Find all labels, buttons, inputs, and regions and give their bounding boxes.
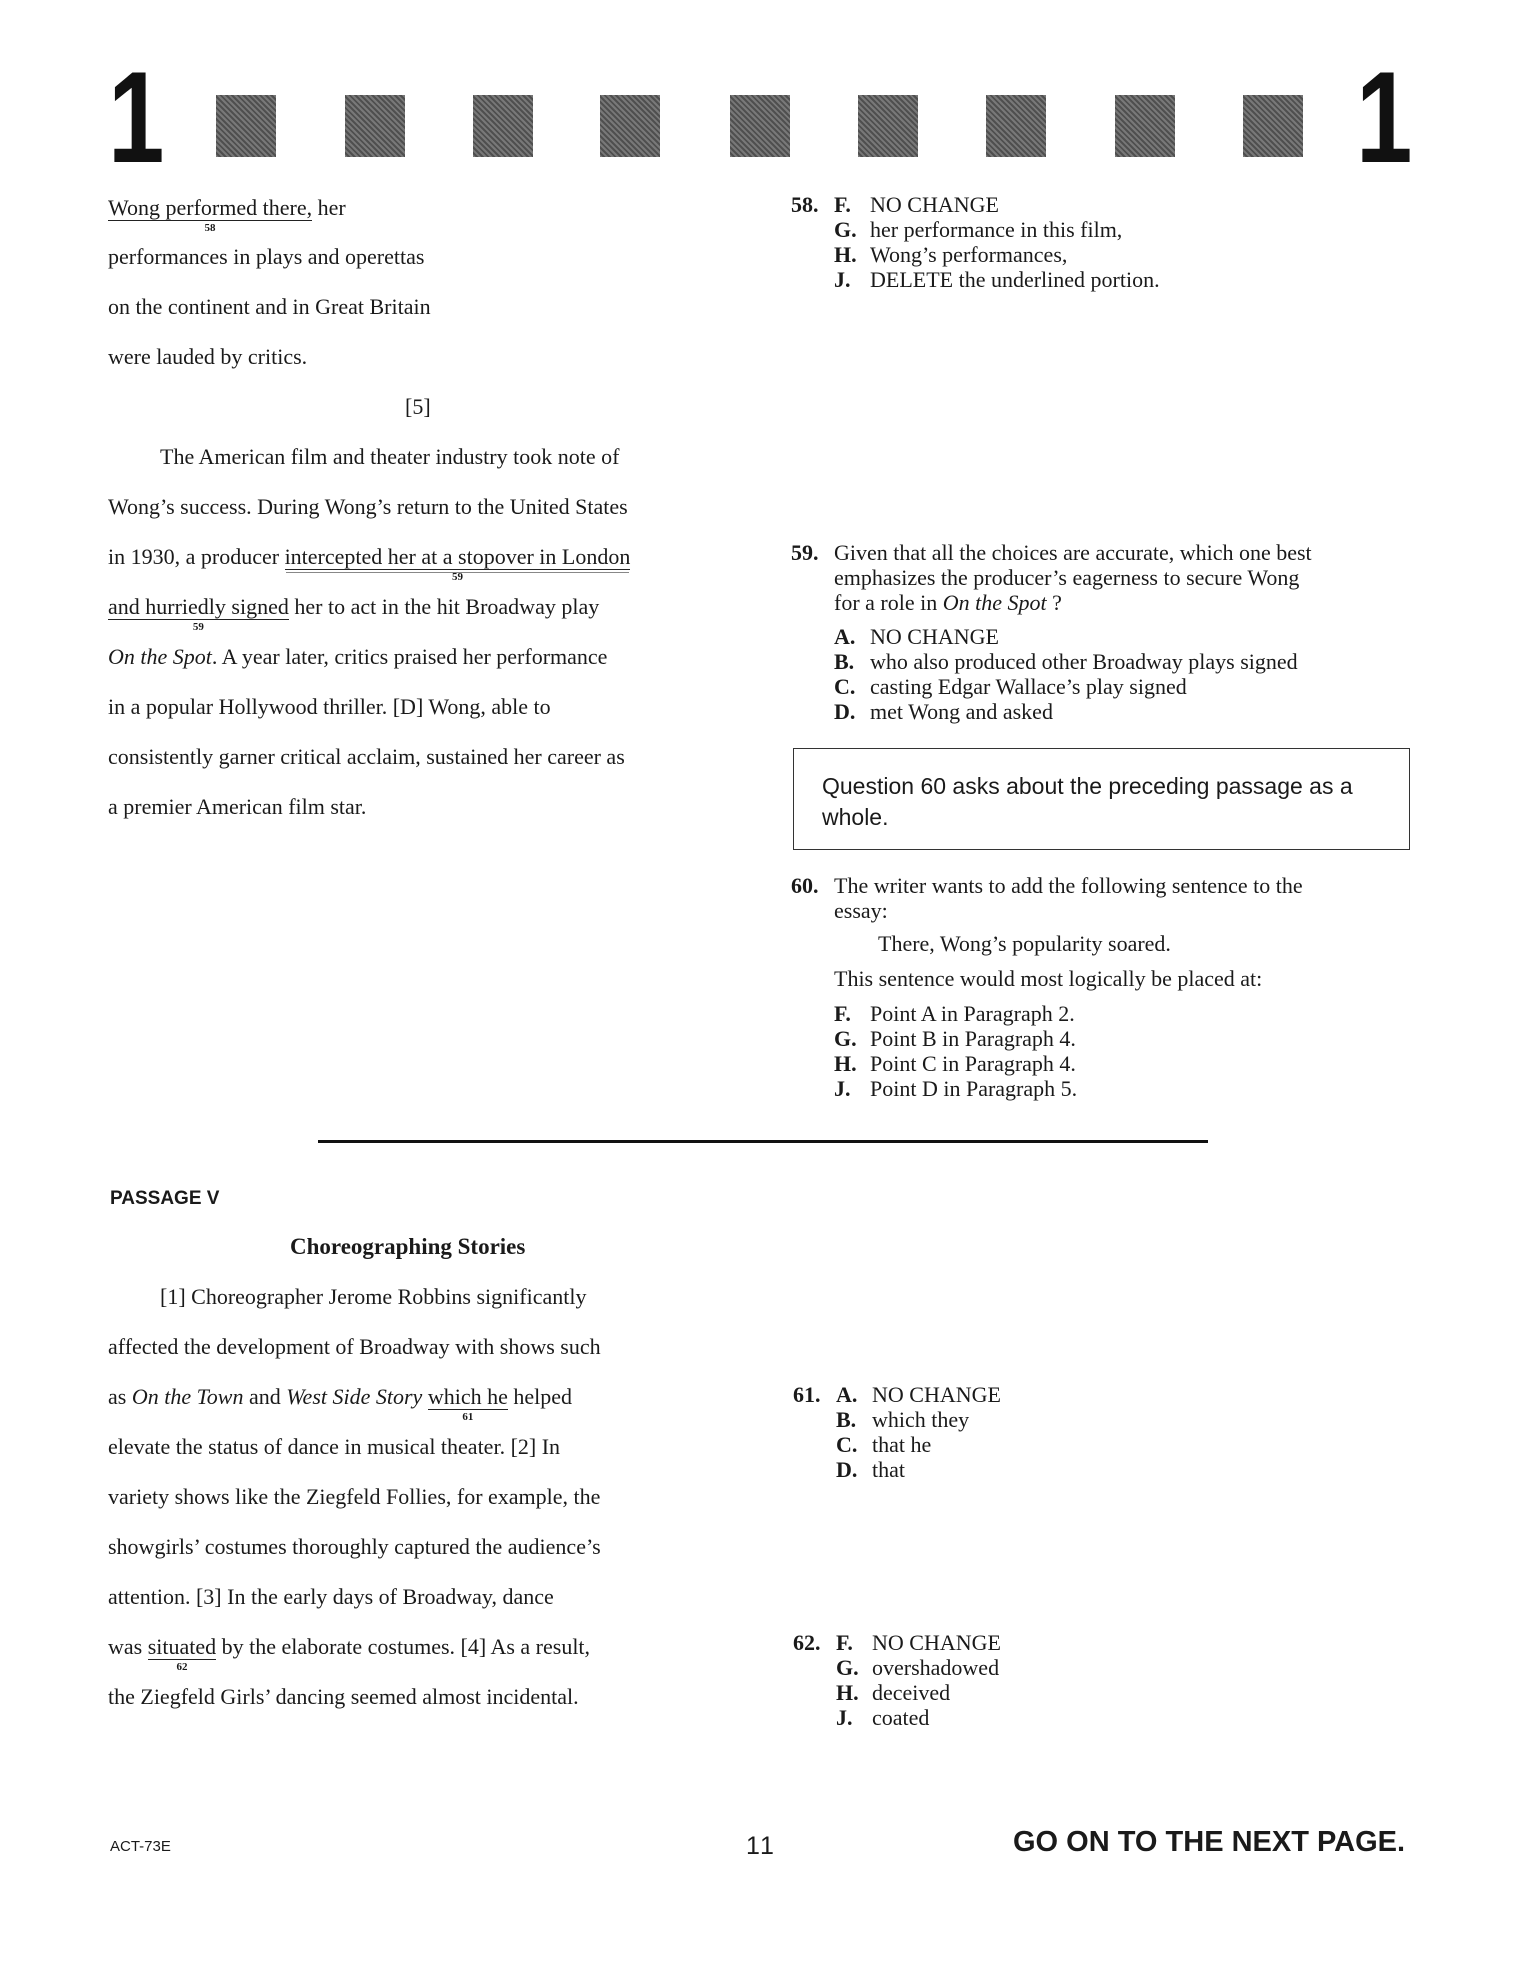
section-divider [318,1140,1208,1143]
quoted-sentence: There, Wong’s popularity soared. [878,931,1171,956]
question-59 [791,540,1416,724]
passage-line: On the Spot. A year later, critics praised her performance [108,644,608,669]
question-62 [793,1630,1193,1730]
answer-option-g[interactable]: G. Point B in Paragraph 4. [834,1026,1076,1051]
answer-option-b[interactable]: B. which they [836,1407,970,1432]
passage-note-box [793,748,1410,850]
answer-option-g[interactable]: G. her performance in this film, [834,217,1123,242]
question-ref-61: 61 [462,1411,474,1423]
passage-line: on the continent and in Great Britain [108,294,431,319]
question-ref-59: 59 [192,621,204,633]
passage-line: consistently garner critical acclaim, sustained her career as [108,744,625,769]
passage-title: Choreographing Stories [290,1234,526,1259]
answer-option-g[interactable]: G. overshadowed [836,1655,1000,1680]
header-square [1115,95,1175,157]
question-number: 58. [791,192,819,217]
header-square [473,95,533,157]
question-ref-59: 59 [451,571,463,583]
page-number: 11 [746,1832,776,1860]
passage-line: a premier American film star. [108,794,367,819]
passage-line: in a popular Hollywood thriller. [D] Wong, able to [108,694,551,719]
passage-line: as On the Town and West Side Story which he 61 helped [108,1384,572,1423]
question-61 [793,1382,1193,1482]
underlined-portion-61[interactable]: which he 61 [427,1384,508,1423]
answer-option-a[interactable]: A. NO CHANGE [834,624,999,649]
question-stem: The writer wants to add the following sentence to the essay: [834,873,1303,923]
underlined-portion-58[interactable]: Wong performed there, 58 [108,195,313,234]
header-square [730,95,790,157]
passage-line: in 1930, a producer intercepted her at a stopover in London 59 [108,544,631,583]
answer-option-f[interactable]: F. Point A in Paragraph 2. [834,1001,1075,1026]
question-ref-58: 58 [204,222,216,234]
passage-line: variety shows like the Ziegfeld Follies, for example, the [108,1484,601,1509]
underlined-portion-62[interactable]: situated 62 [147,1634,217,1673]
question-58 [791,192,1411,292]
passage-line: and hurriedly signed 59 her to act in the hit Broadway play [108,594,600,633]
question-stem: Given that all the choices are accurate, which one best emphasizes the producer’s eagerness to secure Wong for a role in On the Spot ? [834,540,1312,615]
passage-line: affected the development of Broadway with shows such [108,1334,601,1359]
question-number: 62. [793,1630,821,1655]
question-ref-62: 62 [176,1661,188,1673]
passage-line: showgirls’ costumes thoroughly captured the audience’s [108,1534,601,1559]
passage-line: [1] Choreographer Jerome Robbins significantly [160,1284,587,1309]
header-square [1243,95,1303,157]
answer-option-h[interactable]: H. Point C in Paragraph 4. [834,1051,1076,1076]
header-square [345,95,405,157]
passage-line: was situated 62 by the elaborate costumes. [4] As a result, [108,1634,591,1673]
passage-label: PASSAGE V [110,1188,220,1209]
next-page-notice: GO ON TO THE NEXT PAGE. [1013,1826,1406,1858]
header-square [600,95,660,157]
passage-line: the Ziegfeld Girls’ dancing seemed almost incidental. [108,1684,579,1709]
question-number: 60. [791,873,819,898]
form-code: ACT-73E [110,1838,171,1855]
answer-option-j[interactable]: J. Point D in Paragraph 5. [834,1076,1078,1101]
answer-option-a[interactable]: A. NO CHANGE [836,1382,1001,1407]
section-number-right: 1 [1356,44,1413,190]
underlined-portion-59a[interactable]: intercepted her at a stopover in London 59 [284,544,631,583]
passage-line: were lauded by critics. [108,344,308,369]
header-square [986,95,1046,157]
passage-line: The American film and theater industry took note of [160,444,620,469]
passage-note-text: Question 60 asks about the preceding passage as a whole. [822,773,1353,830]
header-square [858,95,918,157]
answer-option-c[interactable]: C. casting Edgar Wallace’s play signed [834,674,1187,699]
header-square [216,95,276,157]
question-number: 61. [793,1382,821,1407]
section-number-left: 1 [108,44,165,190]
passage-line: elevate the status of dance in musical theater. [2] In [108,1434,561,1459]
answer-option-j[interactable]: J. coated [836,1705,930,1730]
underlined-portion-59b[interactable]: and hurriedly signed 59 [108,594,289,633]
passage-line: performances in plays and operettas [108,244,425,269]
answer-option-f[interactable]: F. NO CHANGE [836,1630,1001,1655]
answer-option-h[interactable]: H. Wong’s performances, [834,242,1068,267]
passage-line: attention. [3] In the early days of Broadway, dance [108,1584,554,1609]
answer-option-c[interactable]: C. that he [836,1432,932,1457]
answer-option-d[interactable]: D. met Wong and asked [834,699,1053,724]
question-60 [791,873,1416,1101]
answer-option-d[interactable]: D. that [836,1457,905,1482]
answer-option-h[interactable]: H. deceived [836,1680,951,1705]
paragraph-marker: [5] [405,394,431,419]
question-prompt: This sentence would most logically be placed at: [834,966,1263,991]
answer-option-j[interactable]: J. DELETE the underlined portion. [834,267,1160,292]
passage-line: Wong’s success. During Wong’s return to the United States [108,494,628,519]
question-number: 59. [791,540,819,565]
answer-option-b[interactable]: B. who also produced other Broadway plays signed [834,649,1298,674]
passage-line: Wong performed there, 58 her [108,195,346,234]
answer-option-f[interactable]: F. NO CHANGE [834,192,999,217]
